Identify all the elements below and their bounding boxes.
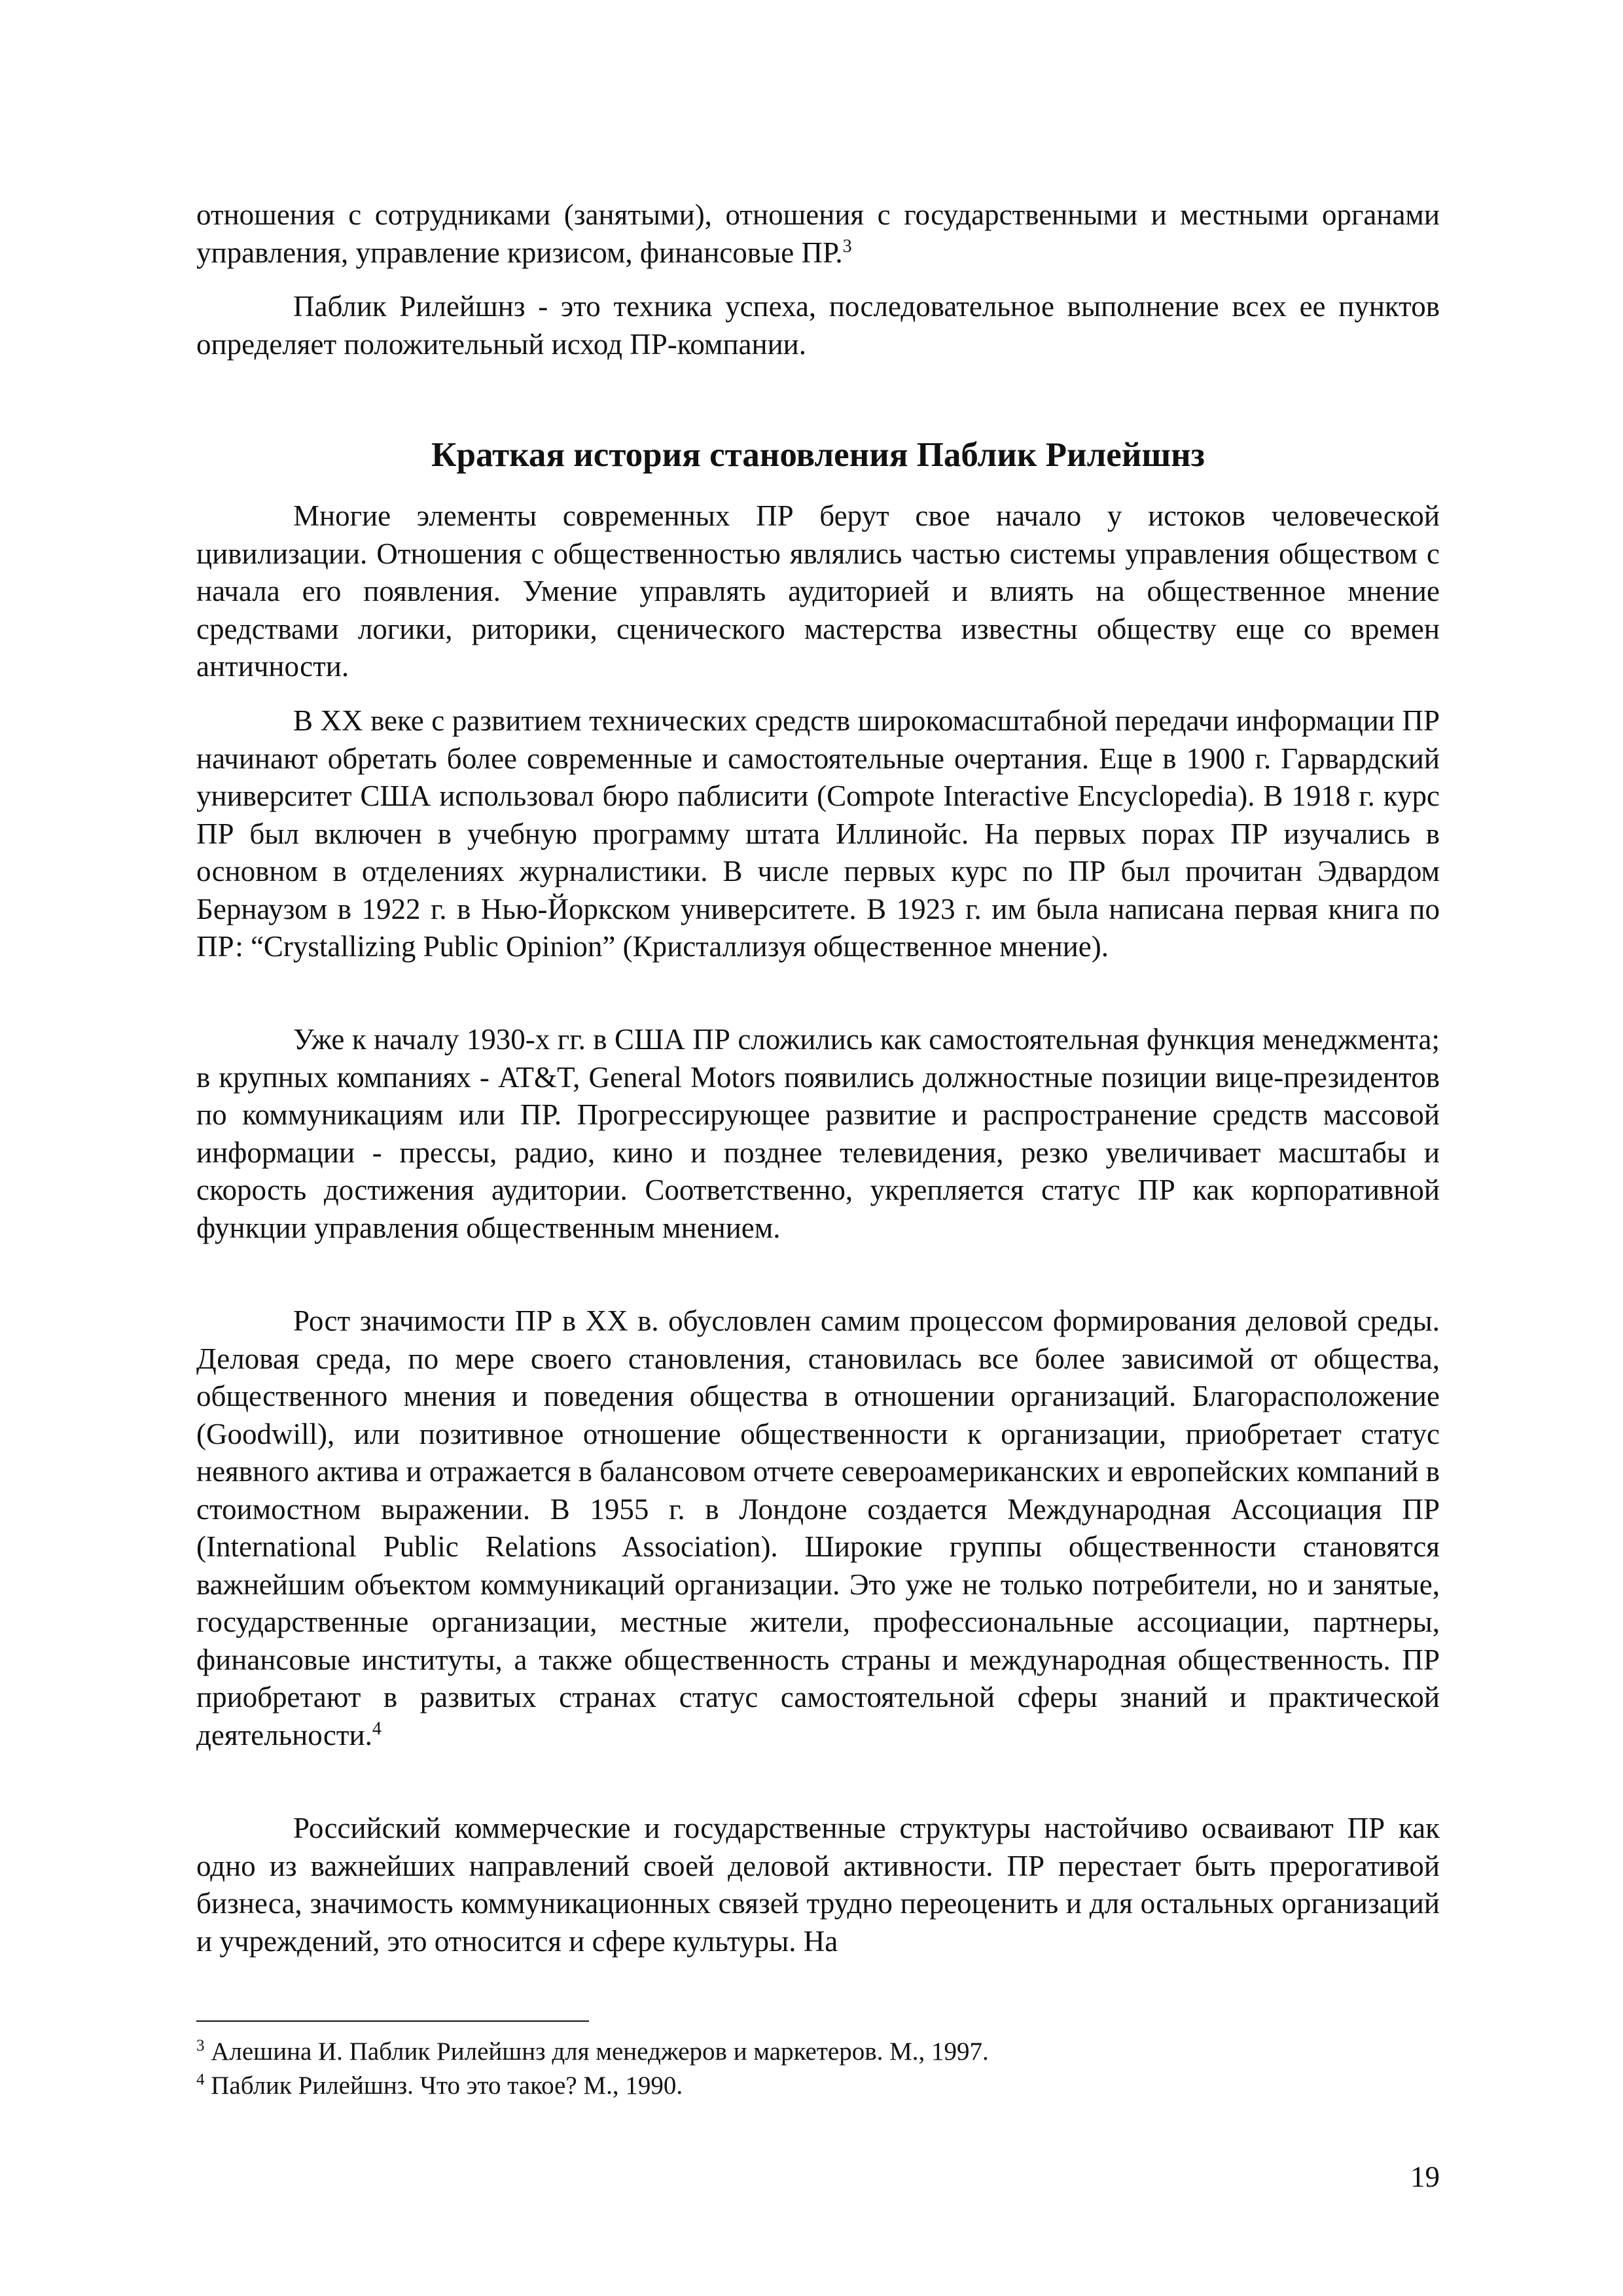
paragraph-continuation xyxy=(196,196,1440,272)
footnote-text: Алешина И. Паблик Рилейшнз для менеджеров и маркетеров. М., 1997. xyxy=(211,2037,989,2066)
footnote-ref: 4 xyxy=(372,1718,382,1739)
footnote-text: Паблик Рилейшнз. Что это такое? М., 1990. xyxy=(211,2072,683,2100)
paragraph-3: Уже к началу 1930-х гг. в США ПР сложились как самостоятельная функция менеджмента; в крупных компаниях - AT&T, General Motors появились должностные позиции вице-президентов по коммуникациям или ПР. Прогрессирующее развитие и распространение средств массовой информации - прессы, радио, кино и позднее телевидения, резко увеличивает масштабы и скорость достижения аудитории. Соответственно, укрепляется статус ПР как корпоративной функции управления общественным мнением. xyxy=(196,1023,1440,1244)
page-number: 19 xyxy=(1410,2161,1440,2193)
paragraph-text: отношения с сотрудниками (занятыми), отношения с государственными и местными органами управления, управление кризисом, финансовые ПР. xyxy=(196,198,1440,269)
footnote-4 xyxy=(196,2070,1440,2102)
footnote-divider xyxy=(196,2020,589,2022)
paragraph-1: Многие элементы современных ПР берут свое начало у истоков человеческой цивилизации. Отношения с общественностью являлись частью системы управления обществом с начала его появления. Умение управлять аудиторией и влиять на общественное мнение средствами логики, риторики, сценического мастерства известны обществу еще со времен античности. xyxy=(196,499,1440,683)
footnote-3 xyxy=(196,2036,1440,2068)
footnote-number: 3 xyxy=(196,2037,205,2054)
footnote-ref: 3 xyxy=(842,236,852,257)
section-heading: Краткая история становления Паблик Рилейшнз xyxy=(431,436,1205,474)
paragraph-5: Российский коммерческие и государственные структуры настойчиво осваивают ПР как одно из важнейших направлений своей деловой активности. ПР перестает быть прерогативой бизнеса, значимость коммуникационных связей трудно переоценить и для остальных организаций и учреждений, это относится и сфере культуры. На xyxy=(196,1812,1440,1958)
paragraph-intro: Паблик Рилейшнз - это техника успеха, последовательное выполнение всех ее пунктов определяет положительный исход ПР-компании. xyxy=(196,290,1440,361)
footnote-number: 4 xyxy=(196,2071,205,2089)
paragraph-text: Рост значимости ПР в XX в. обусловлен самим процессом формирования деловой среды. Деловая среда, по мере своего становления, становилась все более зависимой от общества, общественного мнения и поведения общества в отношении организаций. Благорасположение (Goodwill), или позитивное отношение общественности к организации, приобретает статус неявного актива и отражается в балансовом отчете североамериканских и европейских компаний в стоимостном выражении. В 1955 г. в Лондоне создается Международная Ассоциация ПР (International Public Relations Association). Широкие группы общественности становятся важнейшим объектом коммуникаций организации. Это уже не только потребители, но и занятые, государственные организации, местные жители, профессиональные ассоциации, партнеры, финансовые институты, а также общественность страны и международная общественность. ПР приобретают в развитых странах статус самостоятельной сферы знаний и практической деятельности. xyxy=(196,1304,1440,1751)
paragraph-4 xyxy=(196,1302,1440,1754)
paragraph-2: В XX веке с развитием технических средств широкомасштабной передачи информации ПР начинают обретать более современные и самостоятельные очертания. Еще в 1900 г. Гарвардский университет США использовал бюро паблисити (Compote Interactive Encyclopedia). В 1918 г. курс ПР был включен в учебную программу штата Иллинойс. На первых порах ПР изучались в основном в отделениях журналистики. В числе первых курс по ПР был прочитан Эдвардом Бернаузом в 1922 г. в Нью-Йоркском университете. В 1923 г. им была написана первая книга по ПР: “Crystallizing Public Opinion” (Кристаллизуя общественное мнение). xyxy=(196,704,1440,963)
